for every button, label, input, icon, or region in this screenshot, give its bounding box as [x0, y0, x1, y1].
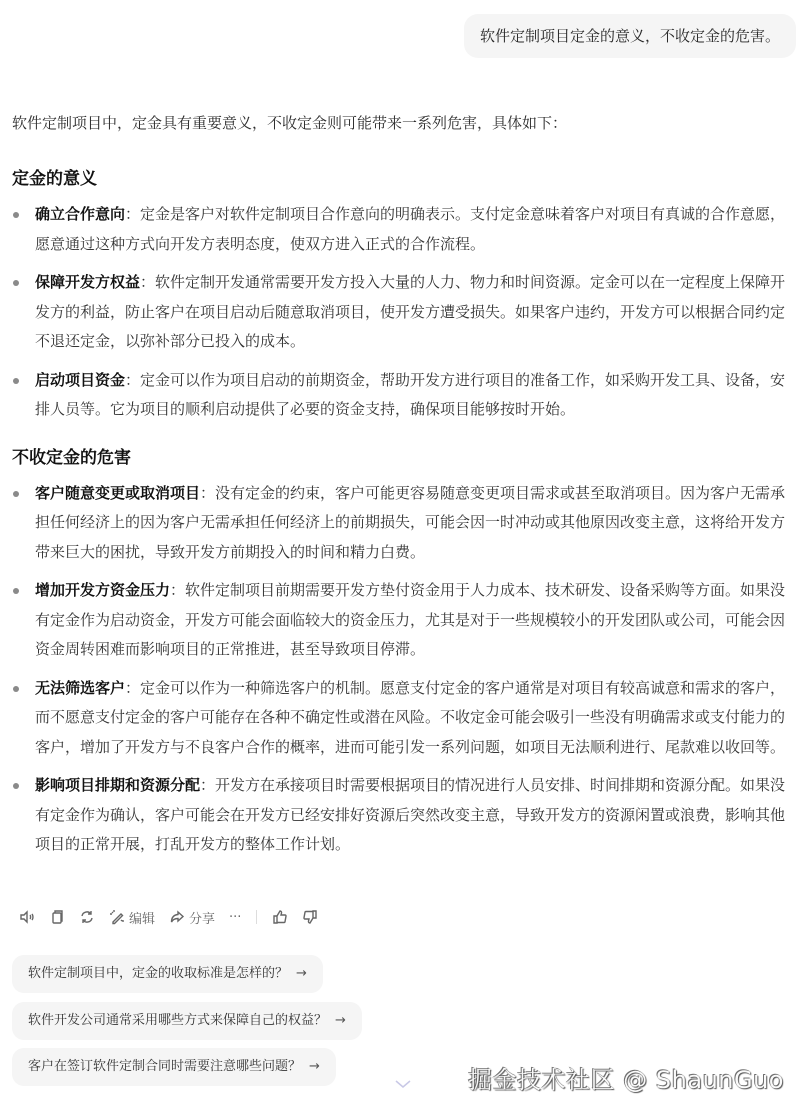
list-item: [12, 674, 792, 763]
point-separator: ：: [140, 273, 156, 291]
suggestion-text: 软件定制项目中，定金的收取标准是怎样的？: [28, 966, 289, 981]
share-label: 分享: [189, 911, 216, 927]
chevron-down-icon: [392, 1077, 414, 1091]
suggested-question[interactable]: [12, 1048, 336, 1086]
message-action-bar: [12, 903, 325, 931]
arrow-right-icon: →: [335, 1013, 346, 1028]
more-icon: ···: [229, 909, 242, 925]
section-title-harms: 不收定金的危害: [12, 447, 131, 468]
point-separator: ：: [200, 776, 216, 794]
like-button[interactable]: [265, 903, 295, 931]
point-separator: ：: [125, 205, 141, 223]
arrow-right-icon: →: [296, 966, 307, 981]
list-item: [12, 366, 792, 425]
suggested-question[interactable]: [12, 955, 323, 993]
point-title: 无法筛选客户: [35, 678, 126, 697]
copy-icon: [49, 909, 65, 925]
list-item: [12, 771, 792, 860]
copy-button[interactable]: [42, 903, 72, 931]
regenerate-button[interactable]: [72, 903, 102, 931]
suggestion-text: 客户在签订软件定制合同时需要注意哪些问题？: [28, 1059, 302, 1074]
action-divider: [256, 910, 257, 924]
point-title: 影响项目排期和资源分配: [35, 776, 201, 794]
share-icon: [169, 909, 185, 925]
read-aloud-button[interactable]: [12, 903, 42, 931]
suggestion-text: 软件开发公司通常采用哪些方式来保障自己的权益？: [28, 1013, 328, 1028]
point-text: 软件定制开发通常需要开发方投入大量的人力、物力和时间资源。定金可以在一定程度上保障开发方的利益，防止客户在项目启动后随意取消项目，使开发方遭受损失。如果客户违约，开发方可以根据合同约定不退还定金，以弥补部分已投入的成本。: [35, 273, 786, 350]
point-separator: ：: [125, 678, 141, 697]
speaker-icon: [19, 909, 35, 925]
point-text: 软件定制项目前期需要开发方垫付资金用于人力成本、技术研发、设备采购等方面。如果没有定金作为启动资金，开发方可能会面临较大的资金压力，尤其是对于一些规模较小的开发团队或公司，可能会因资金周转困难而影响项目的正常推进，甚至导致项目停滞。: [35, 581, 786, 658]
assistant-answer: [12, 110, 792, 869]
edit-button[interactable]: [102, 903, 162, 931]
more-button[interactable]: [222, 903, 248, 931]
point-separator: ：: [170, 581, 186, 599]
watermark: 掘金技术社区 @ ShaunGuo: [468, 1066, 784, 1094]
thumbs-up-icon: [272, 909, 288, 925]
point-text: 没有定金的约束，客户可能更容易随意变更项目需求或甚至取消项目。因为客户无需承担任何经济上的因为客户无需承担任何经济上的前期损失，可能会因一时冲动或其他原因改变主意，这将给开发方带来巨大的困扰，导致开发方前期投入的时间和精力白费。: [35, 483, 786, 561]
magic-pen-icon: [109, 909, 125, 925]
scroll-to-bottom-button[interactable]: [392, 1076, 414, 1090]
harms-list: [12, 479, 792, 860]
point-text: 定金是客户对软件定制项目合作意向的明确表示。支付定金意味着客户对项目有真诚的合作意愿，愿意通过这种方式向开发方表明态度，使双方进入正式的合作流程。: [35, 205, 786, 253]
point-title: 保障开发方权益: [35, 273, 141, 291]
refresh-icon: [79, 909, 95, 925]
point-text: 定金可以作为一种筛选客户的机制。愿意支付定金的客户通常是对项目有较高诚意和需求的客户，而不愿意支付定金的客户可能存在各种不确定性或潜在风险。不收定金可能会吸引一些没有明确需求或支付能力的客户，增加了开发方与不良客户合作的概率，进而可能引发一系列问题，如项目无法顺利进行、尾款难以收回等。: [35, 678, 786, 756]
meaning-list: [12, 200, 792, 425]
point-title: 增加开发方资金压力: [35, 581, 171, 599]
answer-intro: 软件定制项目中，定金具有重要意义，不收定金则可能带来一系列危害，具体如下：: [12, 114, 568, 132]
point-separator: ：: [200, 483, 216, 502]
point-text: 开发方在承接项目时需要根据项目的情况进行人员安排、时间排期和资源分配。如果没有定金作为确认，客户可能会在开发方已经安排好资源后突然改变主意，导致开发方的资源闲置或浪费，影响其他项目的正常开展，打乱开发方的整体工作计划。: [35, 776, 786, 853]
edit-label: 编辑: [129, 911, 156, 927]
thumbs-down-icon: [302, 909, 318, 925]
list-item: [12, 479, 792, 568]
point-title: 客户随意变更或取消项目: [35, 483, 201, 502]
list-item: [12, 576, 792, 665]
point-title: 确立合作意向: [35, 205, 126, 223]
suggested-question[interactable]: [12, 1002, 362, 1040]
point-text: 定金可以作为项目启动的前期资金，帮助开发方进行项目的准备工作，如采购开发工具、设备，安排人员等。它为项目的顺利启动提供了必要的资金支持，确保项目能够按时开始。: [35, 370, 786, 418]
arrow-right-icon: →: [309, 1059, 320, 1074]
user-message-row: [464, 14, 796, 58]
list-item: [12, 200, 792, 259]
section-title-meaning: 定金的意义: [12, 169, 97, 189]
point-separator: ：: [125, 370, 141, 389]
list-item: [12, 268, 792, 357]
point-title: 启动项目资金: [35, 370, 126, 389]
user-message-bubble: 软件定制项目定金的意义，不收定金的危害。: [464, 14, 796, 58]
dislike-button[interactable]: [295, 903, 325, 931]
share-button[interactable]: [162, 903, 222, 931]
